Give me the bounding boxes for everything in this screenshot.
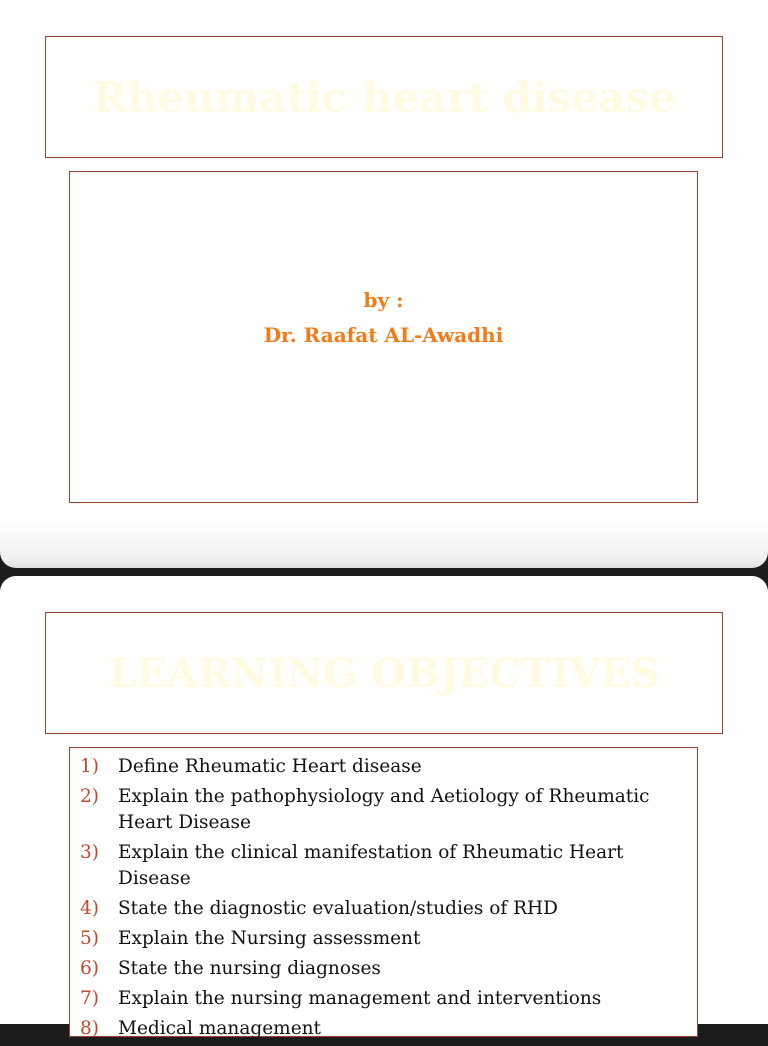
objective-item — [80, 1016, 690, 1042]
objective-number: 4) — [80, 898, 99, 919]
objective-number: 5) — [80, 928, 99, 949]
objective-text: Explain the nursing management and interventions — [118, 988, 602, 1009]
objective-item — [80, 956, 690, 982]
objective-number: 2) — [80, 786, 99, 807]
author-name: Dr. Raafat AL-Awadhi — [263, 323, 504, 347]
objective-number: 7) — [80, 988, 99, 1009]
slide-title: LEARNING OBJECTIVES — [108, 649, 660, 697]
objective-item — [80, 986, 690, 1012]
objective-item — [80, 754, 690, 780]
objective-number: 6) — [80, 958, 99, 979]
slide-title-box — [45, 36, 723, 158]
author-box — [69, 171, 698, 503]
objective-item — [80, 784, 690, 836]
slide-title-box — [45, 612, 723, 734]
objective-text: State the diagnostic evaluation/studies of RHD — [118, 898, 558, 919]
objective-text: Explain the clinical manifestation of Rheumatic Heart Disease — [118, 842, 624, 889]
objective-number: 1) — [80, 756, 99, 777]
objective-text: Define Rheumatic Heart disease — [118, 756, 422, 777]
objective-text: Explain the pathophysiology and Aetiology of Rheumatic Heart Disease — [118, 786, 650, 833]
objectives-list — [80, 754, 690, 1046]
objective-number: 3) — [80, 842, 99, 863]
author-prefix: by : — [363, 288, 404, 312]
objective-text: Explain the Nursing assessment — [118, 928, 421, 949]
objective-text: State the nursing diagnoses — [118, 958, 381, 979]
slide-title: Rheumatic heart disease — [92, 72, 676, 122]
objective-item — [80, 896, 690, 922]
objective-item — [80, 840, 690, 892]
objectives-slide — [0, 576, 768, 1039]
objective-text: Medical management — [118, 1018, 321, 1039]
objective-item — [80, 926, 690, 952]
objective-number: 8) — [80, 1018, 99, 1039]
objectives-box — [69, 747, 698, 1037]
